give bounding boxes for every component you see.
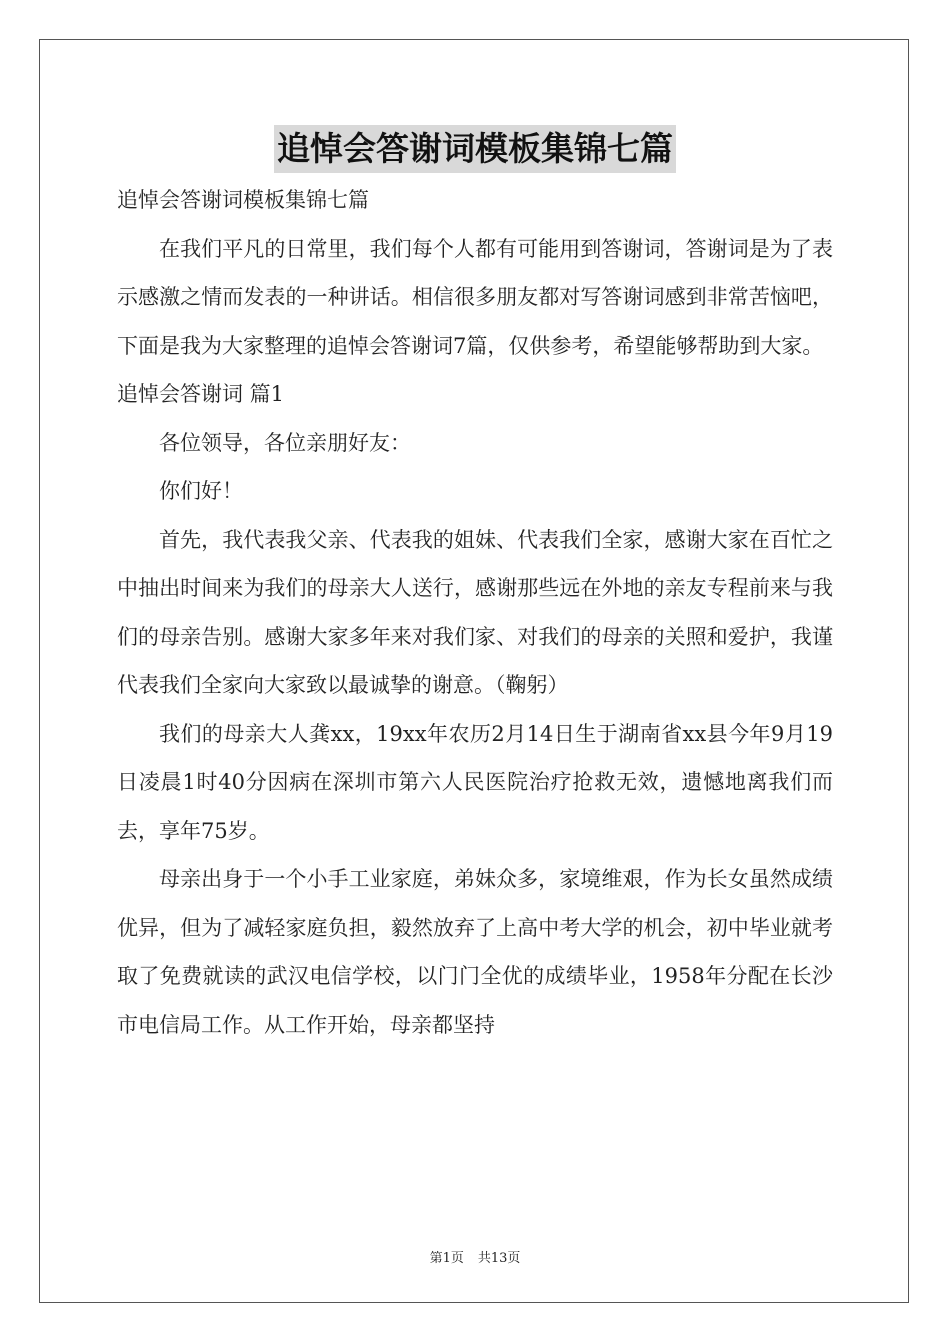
title-container bbox=[0, 125, 950, 173]
paragraph: 你们好！ bbox=[159, 479, 243, 503]
paragraph: 各位领导，各位亲朋好友： bbox=[159, 430, 411, 455]
page-number: 第1页 bbox=[429, 1251, 464, 1266]
paragraph: 母亲出身于一个小手工业家庭，弟妹众多，家境维艰，作为长女虽然成绩优异，但为了减轻家庭负担，毅然放弃了上高中考大学的机会，初中毕业就考取了免费就读的武汉电信学校，以门门全优的成绩毕业，1958年分配在长沙市电信局工作。从工作开始，母亲都坚持 bbox=[117, 867, 833, 1037]
page-total: 共13页 bbox=[477, 1251, 521, 1266]
paragraph: 我们的母亲大人龚xx，19xx年农历2月14日生于湖南省xx县今年9月19日凌晨1时40分因病在深圳市第六人民医院治疗抢救无效，遗憾地离我们而去，享年75岁。 bbox=[117, 721, 833, 843]
paragraph: 追悼会答谢词模板集锦七篇 bbox=[117, 188, 369, 212]
paragraph: 在我们平凡的日常里，我们每个人都有可能用到答谢词，答谢词是为了表示感激之情而发表的一种讲话。相信很多朋友都对写答谢词感到非常苦恼吧，下面是我为大家整理的追悼会答谢词7篇，仅供参考，希望能够帮助到大家。 bbox=[117, 236, 833, 358]
page-footer bbox=[0, 1247, 950, 1266]
document-title: 追悼会答谢词模板集锦七篇 bbox=[274, 125, 676, 173]
section-heading: 追悼会答谢词 篇1 bbox=[117, 382, 285, 406]
paragraph: 首先，我代表我父亲、代表我的姐妹、代表我们全家，感谢大家在百忙之中抽出时间来为我们的母亲大人送行，感谢那些远在外地的亲友专程前来与我们的母亲告别。感谢大家多年来对我们家、对我们的母亲的关照和爱护，我谨代表我们全家向大家致以最诚挚的谢意。（鞠躬） bbox=[117, 527, 833, 697]
document-body bbox=[117, 176, 833, 1049]
